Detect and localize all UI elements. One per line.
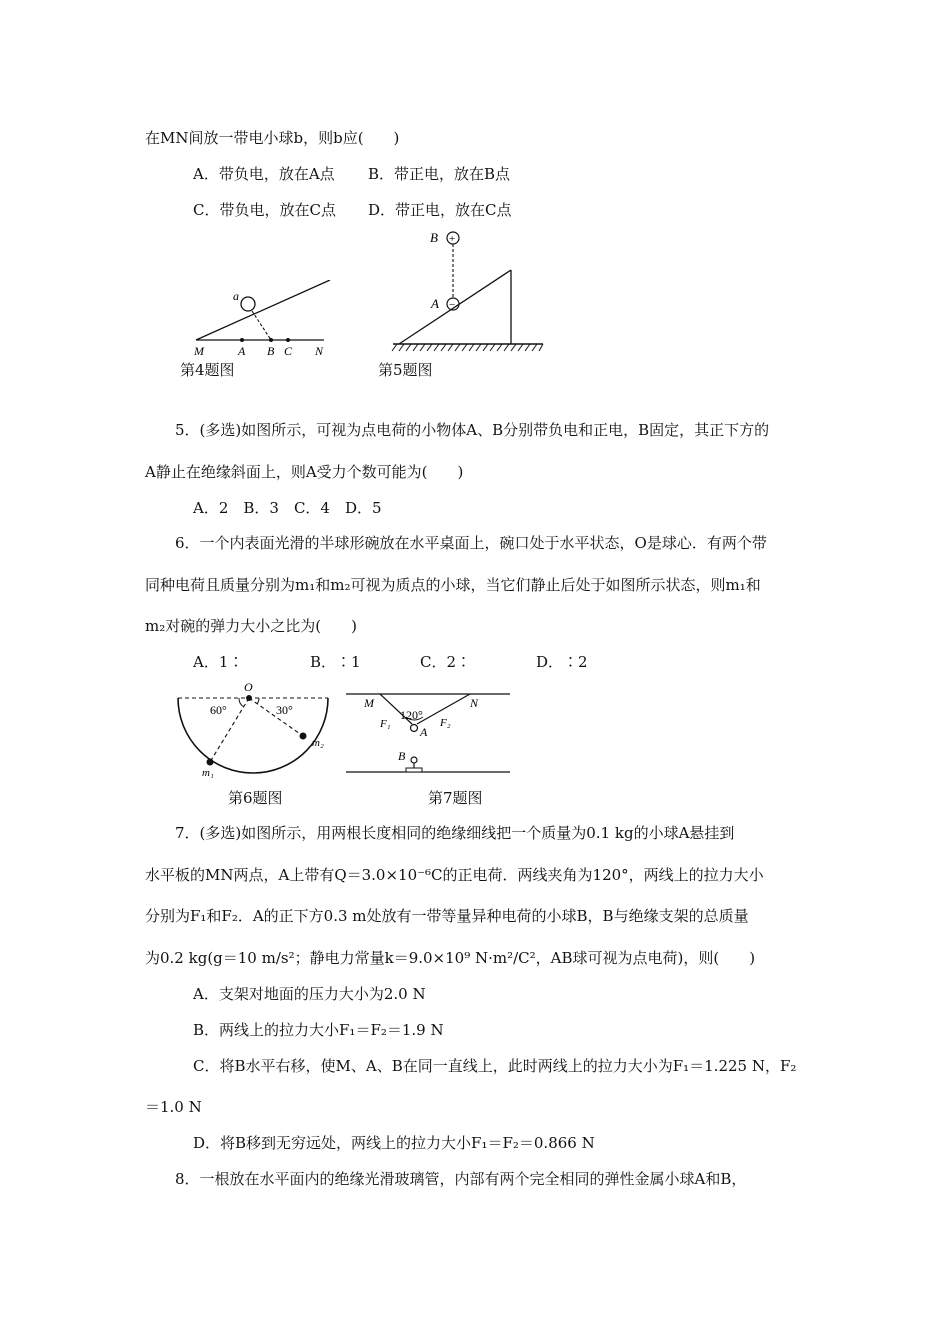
- q4-option-a: A．带负电，放在A点: [193, 165, 335, 183]
- q7-option-d: D．将B移到无穷远处，两线上的拉力大小F₁＝F₂＝0.866 N: [193, 1134, 595, 1152]
- q6-stem-line3: m₂对碗的弹力大小之比为( ): [145, 617, 357, 635]
- label-120: 120°: [400, 708, 423, 722]
- plus-sign: +: [449, 233, 456, 245]
- angle-arc-60: [239, 698, 244, 707]
- point-c: [286, 338, 290, 342]
- q6-option-b: B．∶1: [310, 653, 361, 671]
- q7-stem-line3: 分别为F₁和F₂．A的正下方0.3 m处放有一带等量异种电荷的小球B，B与绝缘支架的总质量: [145, 907, 749, 925]
- fig6-caption: 第6题图: [228, 789, 283, 807]
- figure-4: [188, 280, 338, 362]
- label-b: B: [398, 749, 406, 763]
- label-a: A: [431, 296, 439, 311]
- q5-stem-line2: A静止在绝缘斜面上，则A受力个数可能为( ): [145, 463, 464, 481]
- q4-option-c: C．带负电，放在C点: [193, 201, 336, 219]
- q7-option-a: A．支架对地面的压力大小为2.0 N: [193, 985, 426, 1003]
- dashed-perpendicular: [252, 311, 271, 340]
- q4-option-b: B．带正电，放在B点: [368, 165, 511, 183]
- q5-stem-line1: 5．(多选)如图所示，可视为点电荷的小物体A、B分别带负电和正电，B固定，其正下方的: [175, 421, 770, 439]
- q6-option-a: A．1∶: [193, 653, 244, 671]
- figure-6: [170, 680, 340, 780]
- q6-stem-line2: 同种电荷且质量分别为m₁和m₂可视为质点的小球，当它们静止后处于如图所示状态，则m₁和: [145, 576, 761, 594]
- incline-slope: [399, 270, 511, 344]
- label-b: B: [430, 230, 438, 245]
- q7-option-c-line1: C．将B水平右移，使M、A、B在同一直线上，此时两线上的拉力大小为F₁＝1.225 N，F₂: [193, 1057, 797, 1075]
- ball-m1: [207, 759, 214, 766]
- point-a: [240, 338, 244, 342]
- ball-a: [411, 725, 418, 732]
- label-60: 60°: [210, 703, 227, 717]
- label-point-a: A: [238, 344, 246, 358]
- ball-m2: [300, 733, 307, 740]
- fig7-caption: 第7题图: [428, 789, 483, 807]
- label-m: M: [364, 696, 374, 710]
- label-n: N: [315, 344, 324, 358]
- q6-stem-line1: 6．一个内表面光滑的半球形碗放在水平桌面上，碗口处于水平状态，O是球心．有两个带: [175, 534, 767, 552]
- label-point-b: B: [267, 344, 275, 358]
- angle-arc-30: [257, 698, 259, 704]
- incline-line: [196, 280, 330, 340]
- label-a: A: [420, 725, 428, 739]
- label-point-c: C: [284, 344, 293, 358]
- q4-option-d: D．带正电，放在C点: [368, 201, 512, 219]
- label-f2: F₂: [440, 717, 451, 729]
- q5-options: A．2 B．3 C．4 D．5: [193, 499, 382, 517]
- point-b: [269, 338, 273, 342]
- figure-5: [385, 224, 550, 360]
- q7-option-c-line2: ＝1.0 N: [145, 1098, 202, 1116]
- q6-option-c: C．2∶: [420, 653, 472, 671]
- label-m1: m₁: [202, 767, 214, 779]
- label-m2: m₂: [312, 737, 324, 749]
- q7-option-b: B．两线上的拉力大小F₁＝F₂＝1.9 N: [193, 1021, 444, 1039]
- label-a: a: [233, 289, 239, 303]
- q8-stem-line1: 8．一根放在水平面内的绝缘光滑玻璃管，内部有两个完全相同的弹性金属小球A和B，: [175, 1170, 747, 1188]
- label-30: 30°: [276, 703, 293, 717]
- q7-stem-line1: 7．(多选)如图所示，用两根长度相同的绝缘细线把一个质量为0.1 kg的小球A悬挂到: [175, 824, 735, 842]
- stand-base: [406, 768, 422, 772]
- ball-a: [241, 297, 255, 311]
- q7-stem-line4: 为0.2 kg(g＝10 m/s²；静电力常量k＝9.0×10⁹ N·m²/C²，AB球可视为点电荷)，则( ): [145, 949, 756, 967]
- q7-stem-line2: 水平板的MN两点，A上带有Q＝3.0×10⁻⁶C的正电荷．两线夹角为120°，两线上的拉力大小: [145, 866, 764, 884]
- label-n: N: [470, 696, 479, 710]
- q4-stem-end: 在MN间放一带电小球b，则b应( ): [145, 129, 400, 147]
- q6-option-d: D．∶2: [536, 653, 588, 671]
- figure-7: [340, 688, 515, 780]
- fig4-caption: 第4题图: [180, 361, 235, 379]
- label-o: O: [244, 680, 253, 694]
- ground-hatching: [392, 344, 543, 351]
- label-f1: F₁: [380, 718, 391, 730]
- minus-sign: −: [449, 299, 456, 311]
- ball-b: [411, 757, 417, 763]
- label-m: M: [194, 344, 204, 358]
- fig5-caption: 第5题图: [378, 361, 433, 379]
